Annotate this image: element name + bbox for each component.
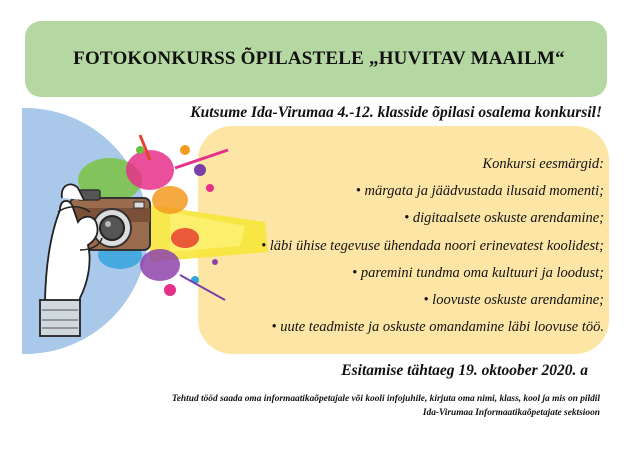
goal-item: • märgata ja jäädvustada ilusaid momenti; <box>355 183 604 200</box>
page-title: FOTOKONKURSS ÕPILASTELE „HUVITAV MAAILM“ <box>73 48 565 69</box>
goal-item: • läbi ühise tegevuse ühendada noori erinevatest koolidest; <box>261 237 604 254</box>
goal-item: • loovuste oskuste arendamine; <box>423 292 604 309</box>
invitation-text: Kutsume Ida-Virumaa 4.-12. klasside õpilasi osalema konkursil! <box>190 104 602 121</box>
goal-item: • uute teadmiste ja oskuste omandamine läbi loovuse töö. <box>271 319 604 336</box>
goals-list <box>261 151 604 341</box>
goal-item: • paremini tundma oma kultuuri ja loodust; <box>352 264 604 281</box>
footnote <box>172 392 600 420</box>
footnote-instructions: Tehtud tööd saada oma informaatikaõpetajale või kooli infojuhile, kirjuta oma nimi, klass, kool ja mis on pildil <box>171 394 600 404</box>
goal-item: • digitaalsete oskuste arendamine; <box>404 210 604 227</box>
deadline-text: Esitamise tähtaeg 19. oktoober 2020. a <box>341 362 588 379</box>
goals-heading: Konkursi eesmärgid: <box>482 156 604 172</box>
footnote-organizer: Ida-Virumaa Informaatikaõpetajate sektsioon <box>422 408 600 418</box>
